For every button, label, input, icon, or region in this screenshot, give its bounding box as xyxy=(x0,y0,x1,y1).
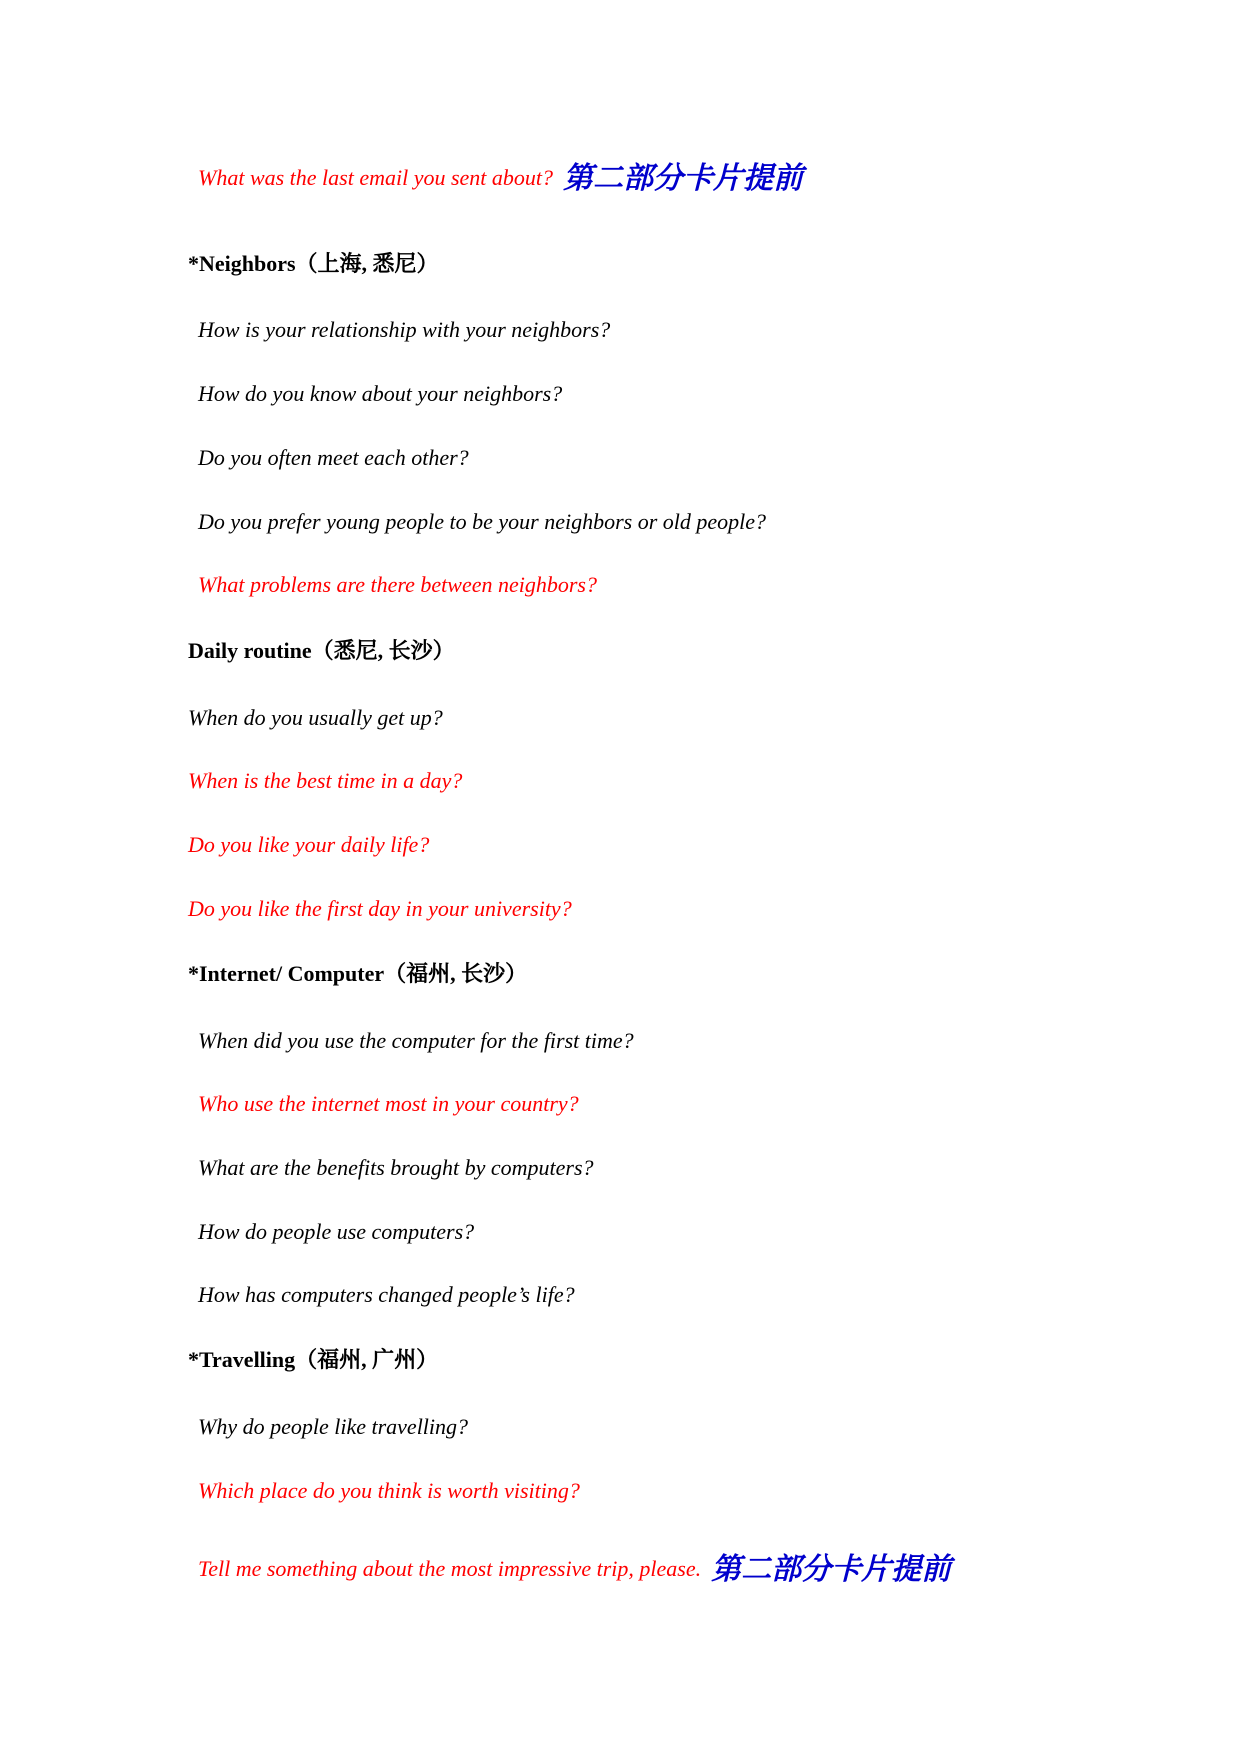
impressive-trip-question-line xyxy=(198,1552,952,1587)
question-line: How do people use computers? xyxy=(198,1219,475,1244)
question-line: Who use the internet most in your country? xyxy=(198,1091,579,1116)
question-line: How has computers changed people’s life? xyxy=(198,1282,575,1307)
section-heading-daily-routine: Daily routine（悉尼, 长沙） xyxy=(188,638,455,663)
part-two-note: 第二部分卡片提前 xyxy=(711,1552,952,1587)
question-line: Do you often meet each other? xyxy=(198,445,469,470)
question-line: How is your relationship with your neighbors? xyxy=(198,317,611,342)
section-heading-travelling: *Travelling（福州, 广州） xyxy=(188,1347,439,1372)
question-line: Which place do you think is worth visiting? xyxy=(198,1478,580,1503)
question-line: When is the best time in a day? xyxy=(188,768,463,793)
question-line: What are the benefits brought by computers? xyxy=(198,1155,594,1180)
section-heading-neighbors: *Neighbors（上海, 悉尼） xyxy=(188,251,439,276)
question-line: Do you like your daily life? xyxy=(188,832,430,857)
section-heading-internet-computer: *Internet/ Computer（福州, 长沙） xyxy=(188,961,528,986)
question-line: Do you like the first day in your university? xyxy=(188,896,572,921)
question-line: Do you prefer young people to be your neighbors or old people? xyxy=(198,509,767,534)
email-question-line xyxy=(198,161,804,196)
question-text: What was the last email you sent about? xyxy=(198,165,554,190)
question-line: Why do people like travelling? xyxy=(198,1414,469,1439)
question-text: Tell me something about the most impressive trip, please. xyxy=(198,1556,702,1581)
question-line: What problems are there between neighbors? xyxy=(198,572,597,597)
question-line: When do you usually get up? xyxy=(188,705,443,730)
question-line: How do you know about your neighbors? xyxy=(198,381,563,406)
question-line: When did you use the computer for the first time? xyxy=(198,1028,634,1053)
part-two-note: 第二部分卡片提前 xyxy=(563,161,804,196)
